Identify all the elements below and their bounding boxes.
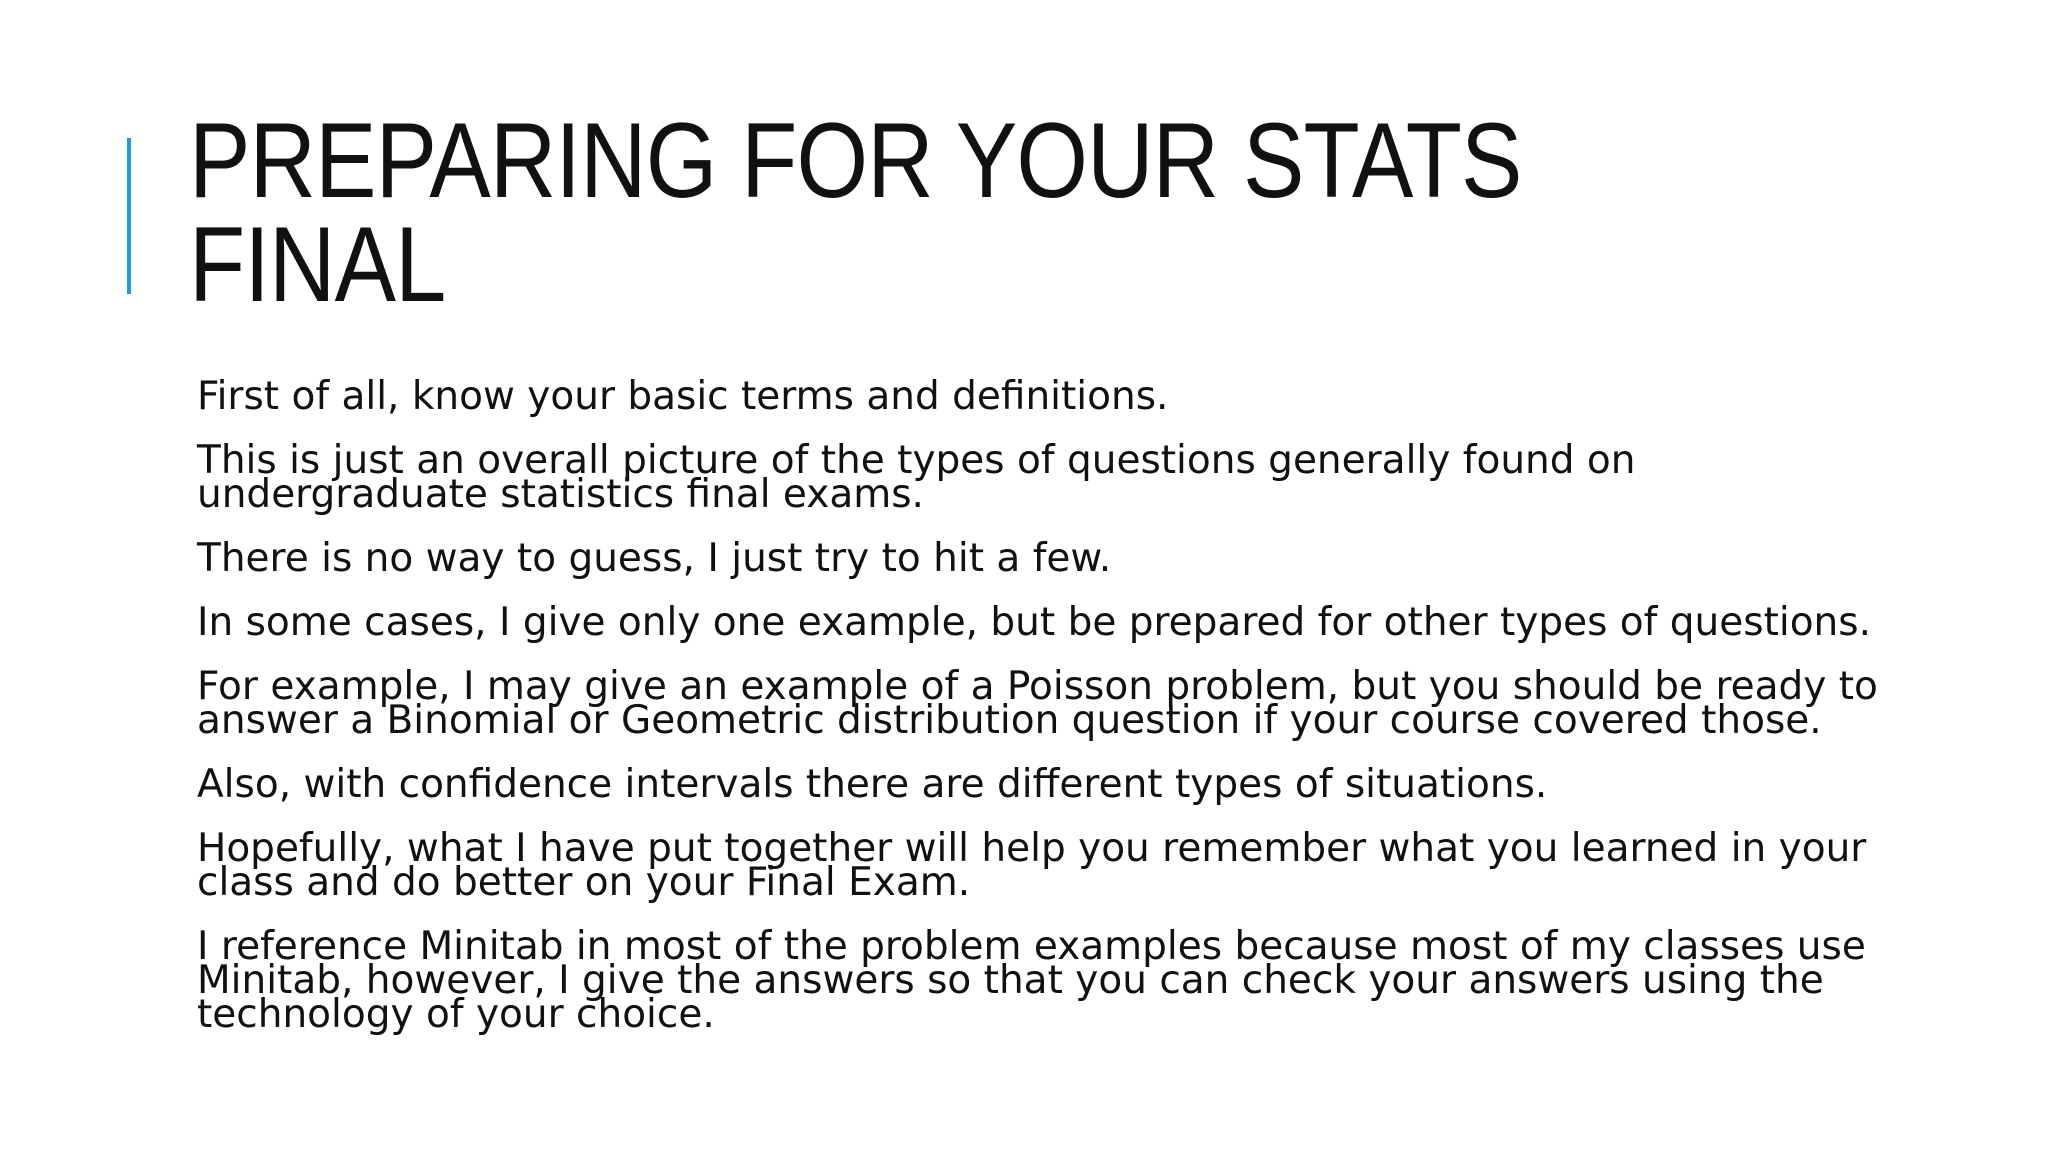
body-paragraph: Also, with confidence intervals there are different types of situations. xyxy=(197,762,1548,807)
body-paragraph: I reference Minitab in most of the problem examples because most of my classes use Minitab, however, I give the answers so that you can check your answers using the technology of your choice. xyxy=(197,924,1866,1037)
body-paragraph: This is just an overall picture of the types of questions generally found on undergraduate statistics final exams. xyxy=(197,438,1636,517)
body-paragraph: Hopefully, what I have put together will help you remember what you learned in your class and do better on your Final Exam. xyxy=(197,826,1867,905)
slide-title: PREPARING FOR YOUR STATS FINAL xyxy=(189,100,1522,324)
body-paragraph: In some cases, I give only one example, but be prepared for other types of questions. xyxy=(197,600,1871,645)
slide-body xyxy=(197,374,1887,1062)
body-paragraph: For example, I may give an example of a Poisson problem, but you should be ready to answer a Binomial or Geometric distribution question if your course covered those. xyxy=(197,664,1878,743)
body-paragraph: First of all, know your basic terms and definitions. xyxy=(197,374,1169,419)
body-paragraph: There is no way to guess, I just try to hit a few. xyxy=(197,536,1112,581)
title-accent-bar xyxy=(127,138,131,294)
